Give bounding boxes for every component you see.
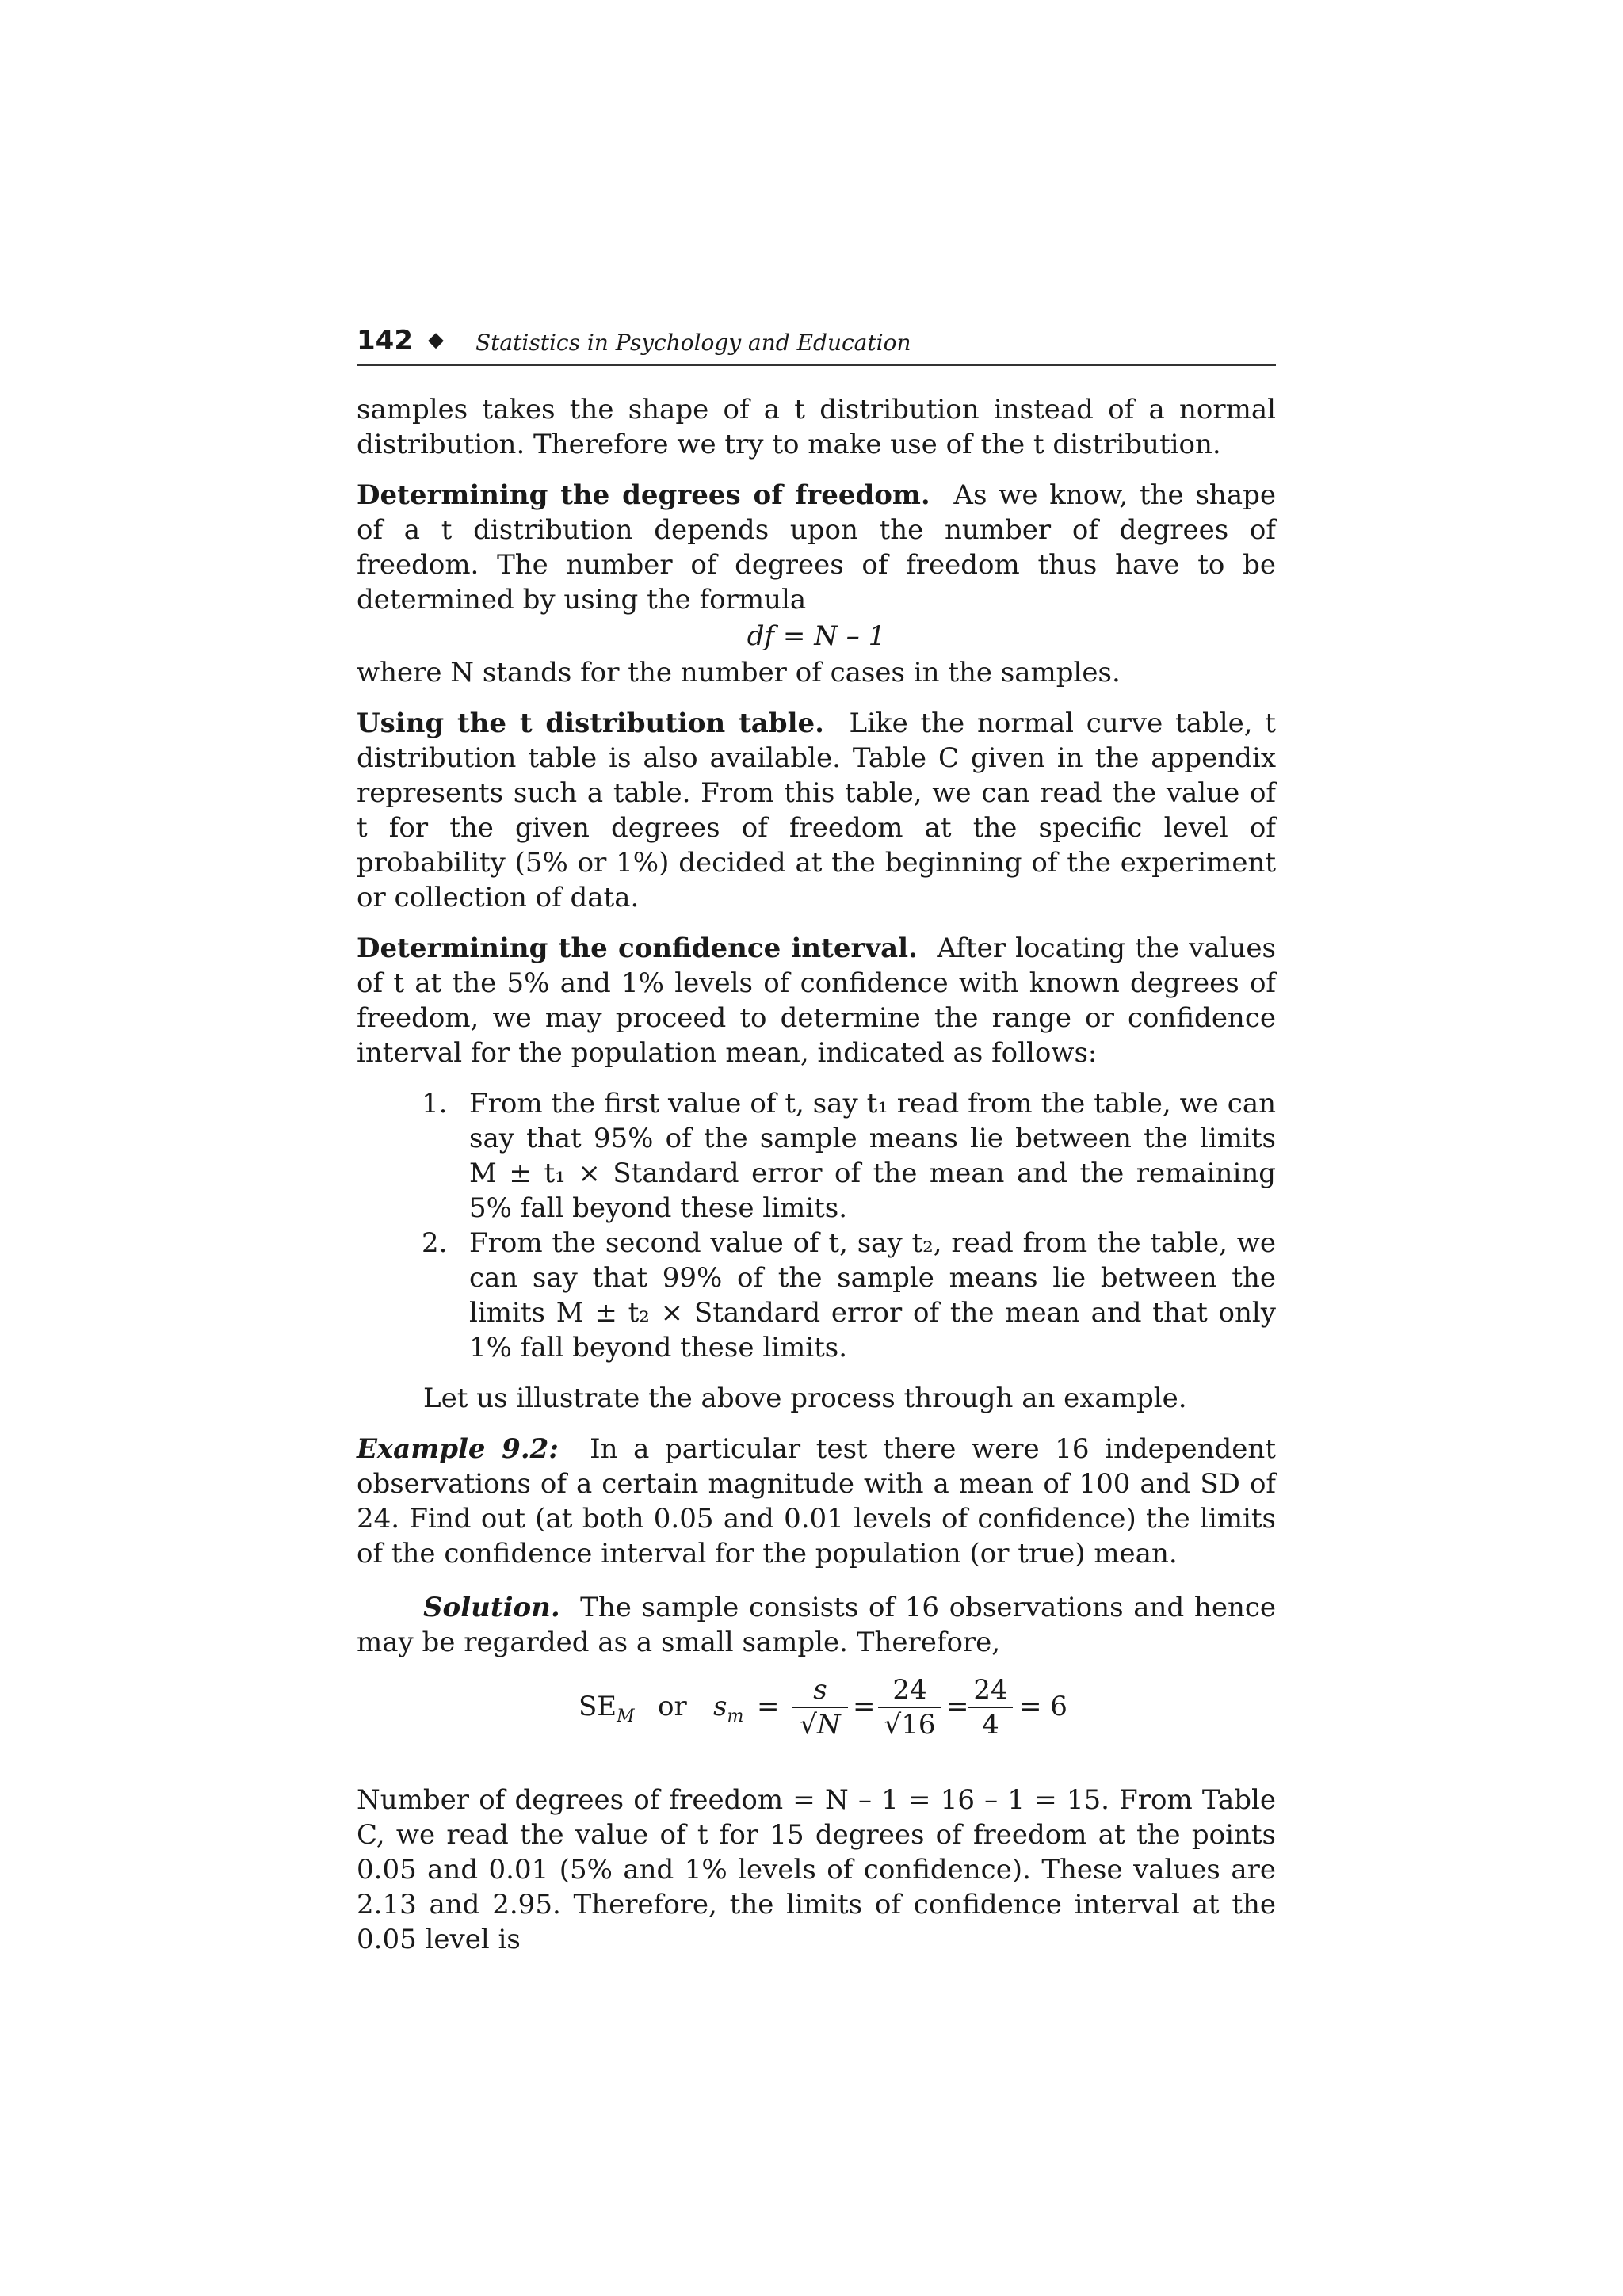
example-label: Example 9.2: [357,1433,559,1465]
result-value: = 6 [1019,1691,1067,1722]
fraction-24-over-root-16: $\frac{24}{√16}$ [878,1673,941,1741]
numbered-list [357,1086,1276,1365]
paragraph-intro: samples takes the shape of a t distribution instead of a normal distribution. Therefore we try to make use of the t distribution. [357,394,1276,460]
illustration-sentence: Let us illustrate the above process through an example. [423,1383,1187,1414]
section-body: Like the normal curve table, t distribution table is also available. Table C given in the appendix represents such a table. From this table, we can read the value of t for the given degrees of freedom at the specific level of probability (5% or 1%) decided at the beginning of the experiment or collection of data. [357,707,1276,913]
running-title: Statistics in Psychology and Education [475,330,911,356]
standard-error-formula [579,1670,1070,1749]
sm-symbol: $s_m$ [713,1691,744,1726]
section-heading: Determining the confidence interval. [357,933,918,964]
se-symbol: $SE_M$ [579,1691,635,1726]
section-heading: Using the t distribution table. [357,707,824,739]
equals-sign: = [853,1691,876,1722]
solution-label: Solution. [423,1592,560,1623]
list-number: 1. [422,1088,448,1119]
formula-df: df = N – 1 [747,620,886,652]
page-number: 142 [357,325,413,357]
equals-sign: = [946,1691,969,1722]
section-degrees-of-freedom [357,478,1276,617]
section-body: After locating the values of t at the 5% and 1% levels of confidence with known degrees of freedom, we may proceed to determine the range or confidence interval for the population mean, indicated as follows: [357,933,1276,1069]
section-heading: Determining the degrees of freedom. [357,479,930,511]
section-t-table [357,706,1276,915]
body-text [357,392,1276,1660]
list-number: 2. [422,1227,448,1259]
diamond-icon: ◆ [428,328,444,352]
fraction-s-over-root-n: $\frac{s}{√N}$ [792,1673,848,1741]
list-item [357,1086,1276,1226]
body-text-continued [357,1783,1276,1957]
final-paragraph: Number of degrees of freedom = N – 1 = 16 – 1 = 15. From Table C, we read the value of t for 15 degrees of freedom at the points 0.05 and 0.01 (5% and 1% levels of confidence). These values are 2.13 and 2.95. Therefore, the limits of confidence interval at the 0.05 level is [357,1784,1276,1955]
fraction-24-over-4: $\frac{24}{4}$ [968,1673,1013,1741]
section-confidence-interval [357,931,1276,1070]
solution-body: The sample consists of 16 observations and hence may be regarded as a small sample. Therefore, [357,1592,1277,1658]
list-item [357,1226,1276,1365]
list-text: From the second value of t, say t₂, read from the table, we can say that 99% of the sample means lie between the limits M ± t₂ × Standard error of the mean and that only 1% fall beyond these limits. [469,1227,1276,1363]
page-header [357,325,1276,366]
solution-paragraph [357,1590,1276,1660]
example-paragraph [357,1432,1276,1571]
or-word: or [658,1691,687,1722]
equals-sign: = [757,1691,780,1722]
list-text: From the first value of t, say t₁ read from the table, we can say that 95% of the sample means lie between the limits M ± t₁ × Standard error of the mean and the remaining 5% fall beyond these limits. [469,1088,1276,1224]
section-body: As we know, the shape of a t distribution depends upon the number of degrees of freedom. The number of degrees of freedom thus have to be determined by using the formula [357,479,1276,616]
formula-explanation: where N stands for the number of cases in the samples. [357,657,1121,688]
example-body: In a particular test there were 16 independent observations of a certain magnitude with a mean of 100 and SD of 24. Find out (at both 0.05 and 0.01 levels of confidence) the limits of the confidence interval for the population (or true) mean. [357,1433,1276,1569]
